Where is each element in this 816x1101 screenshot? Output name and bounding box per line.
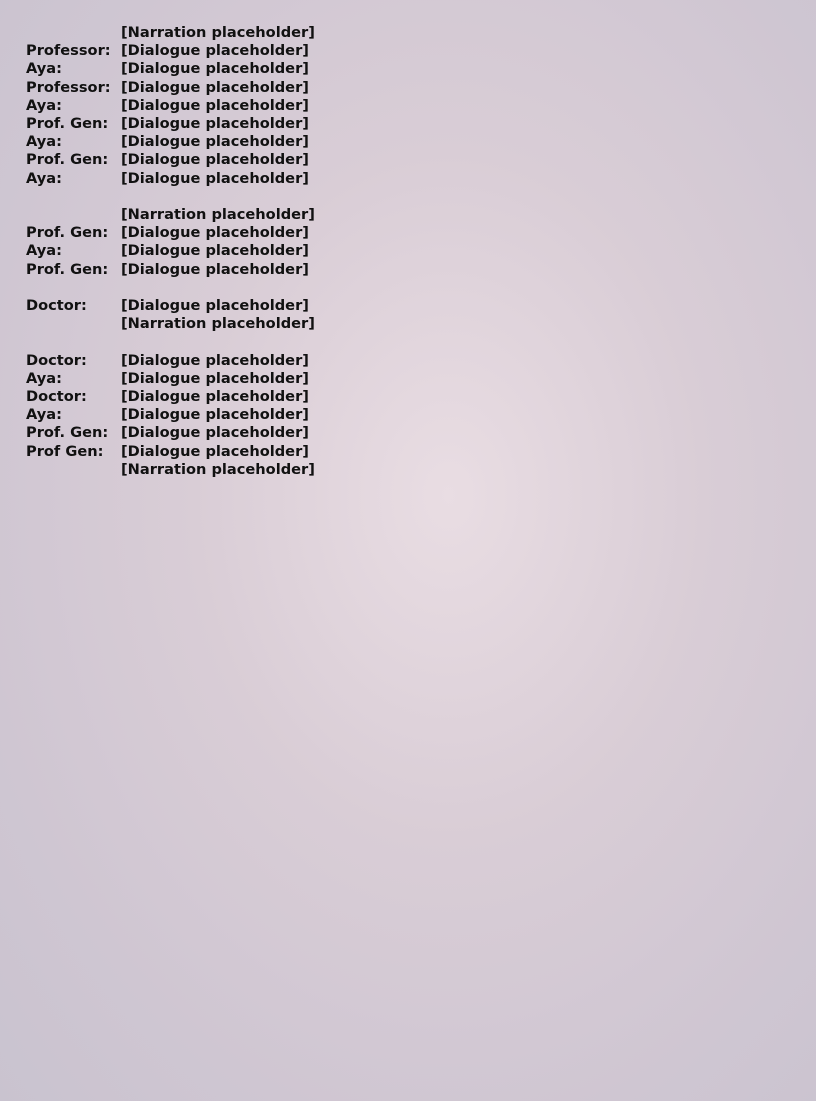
scene-break — [26, 188, 786, 206]
speaker-label: Doctor: — [26, 351, 87, 369]
script-line — [26, 24, 786, 42]
line-text: [Dialogue placeholder] — [121, 424, 309, 442]
line-text: [Dialogue placeholder] — [121, 96, 309, 114]
scene-break — [26, 279, 786, 297]
speaker-label: Aya: — [26, 406, 62, 424]
speaker-label — [26, 461, 121, 479]
script-line — [26, 224, 786, 242]
speaker-label: Prof. Gen: — [26, 115, 109, 133]
speaker-label: Doctor: — [26, 388, 87, 406]
line-text: [Dialogue placeholder] — [121, 442, 309, 460]
speaker-label: Doctor: — [26, 297, 87, 315]
line-text: [Dialogue placeholder] — [121, 133, 309, 151]
script-line — [26, 443, 786, 461]
script-line — [26, 206, 786, 224]
script-line — [26, 242, 786, 260]
script-line — [26, 60, 786, 78]
script-line — [26, 97, 786, 115]
script-line — [26, 42, 786, 60]
speaker-label: Professor: — [26, 78, 111, 96]
line-text: [Dialogue placeholder] — [121, 406, 309, 424]
speaker-label: Aya: — [26, 60, 62, 78]
speaker-label: Aya: — [26, 242, 62, 260]
speaker-label: Professor: — [26, 42, 111, 60]
script-line — [26, 315, 786, 333]
line-text: [Dialogue placeholder] — [121, 297, 309, 315]
line-text: [Dialogue placeholder] — [121, 224, 309, 242]
line-text: [Dialogue placeholder] — [121, 388, 309, 406]
script-line — [26, 170, 786, 188]
speaker-label: Aya: — [26, 133, 62, 151]
speaker-label — [26, 315, 121, 333]
speaker-label: Prof Gen: — [26, 442, 104, 460]
line-text: [Dialogue placeholder] — [121, 260, 309, 278]
script-line — [26, 79, 786, 97]
speaker-label — [26, 206, 121, 224]
line-text: [Dialogue placeholder] — [121, 242, 309, 260]
speaker-label: Aya: — [26, 369, 62, 387]
script-line — [26, 115, 786, 133]
line-text: [Narration placeholder] — [121, 460, 315, 478]
line-text: [Dialogue placeholder] — [121, 78, 309, 96]
line-text: [Dialogue placeholder] — [121, 42, 309, 60]
line-text: [Dialogue placeholder] — [121, 151, 309, 169]
line-text: [Dialogue placeholder] — [121, 369, 309, 387]
script-line — [26, 352, 786, 370]
line-text: [Narration placeholder] — [121, 315, 315, 333]
line-text: [Dialogue placeholder] — [121, 351, 309, 369]
line-text: [Narration placeholder] — [121, 24, 315, 41]
script-page — [0, 0, 816, 479]
speaker-label: Prof. Gen: — [26, 224, 109, 242]
script-line — [26, 261, 786, 279]
speaker-label — [26, 24, 121, 42]
scene-break — [26, 333, 786, 351]
speaker-label: Aya: — [26, 169, 62, 187]
script-line — [26, 370, 786, 388]
line-text: [Narration placeholder] — [121, 206, 315, 224]
line-text: [Dialogue placeholder] — [121, 169, 309, 187]
script-line — [26, 388, 786, 406]
speaker-label: Prof. Gen: — [26, 424, 109, 442]
script-line — [26, 297, 786, 315]
line-text: [Dialogue placeholder] — [121, 115, 309, 133]
script-line — [26, 424, 786, 442]
line-text: [Dialogue placeholder] — [121, 60, 309, 78]
speaker-label: Prof. Gen: — [26, 260, 109, 278]
script-line — [26, 151, 786, 169]
script-line — [26, 461, 786, 479]
script-line — [26, 133, 786, 151]
script-line — [26, 406, 786, 424]
speaker-label: Aya: — [26, 96, 62, 114]
speaker-label: Prof. Gen: — [26, 151, 109, 169]
